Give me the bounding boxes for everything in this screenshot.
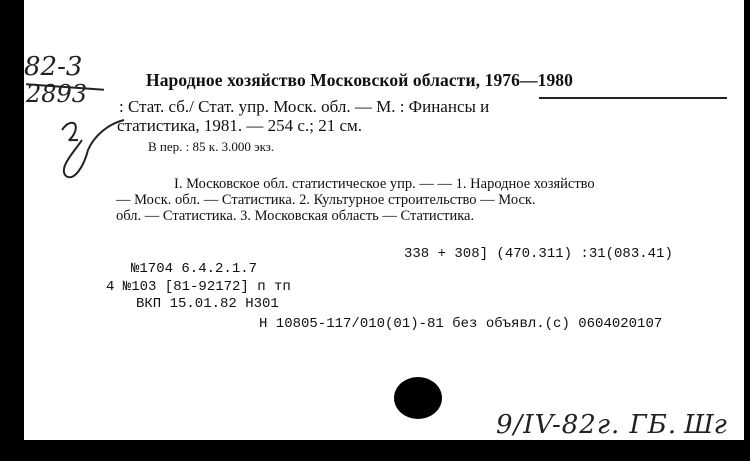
punch-hole: [394, 377, 442, 419]
record-imprint-line1: : Стат. сб./ Стат. упр. Моск. обл. — М. : Финансы и: [119, 97, 490, 116]
subject-line-1: I. Московское обл. статистическое упр. — — 1. Народное хозяйство: [174, 176, 595, 192]
title-underline: [539, 97, 727, 99]
handwritten-signature: Шг: [684, 410, 727, 440]
record-imprint-line2: статистика, 1981. — 254 с.; 21 см.: [117, 116, 363, 135]
catalog-card: [24, 0, 744, 440]
record-title: Народное хозяйство Московской области, 1976—1980: [146, 70, 573, 90]
control-number: Н 10805-117/010(01)-81 без объявл.(с) 0604020107: [259, 316, 663, 332]
udc-code: 338 + 308] (470.311) :31(083.41): [404, 246, 673, 262]
card-number: №1704 6.4.2.1.7: [131, 261, 258, 277]
record-price: В пер. : 85 к. 3.000 экз.: [148, 139, 275, 154]
handwritten-call-number-bottom: 2893: [26, 80, 88, 108]
vkp-code: ВКП 15.01.82 Н301: [136, 296, 279, 312]
handwritten-call-number-top: 82-3: [24, 52, 83, 82]
subject-line-3: обл. — Статистика. 3. Московская область — Статистика.: [116, 208, 475, 224]
handwritten-date: 9/IV-82г. ГБ.: [496, 410, 678, 440]
subject-line-2: — Моск. обл. — Статистика. 2. Культурное строительство — Моск.: [116, 192, 536, 208]
registration-number: 4 №103 [81-92172] п тп: [106, 279, 291, 295]
